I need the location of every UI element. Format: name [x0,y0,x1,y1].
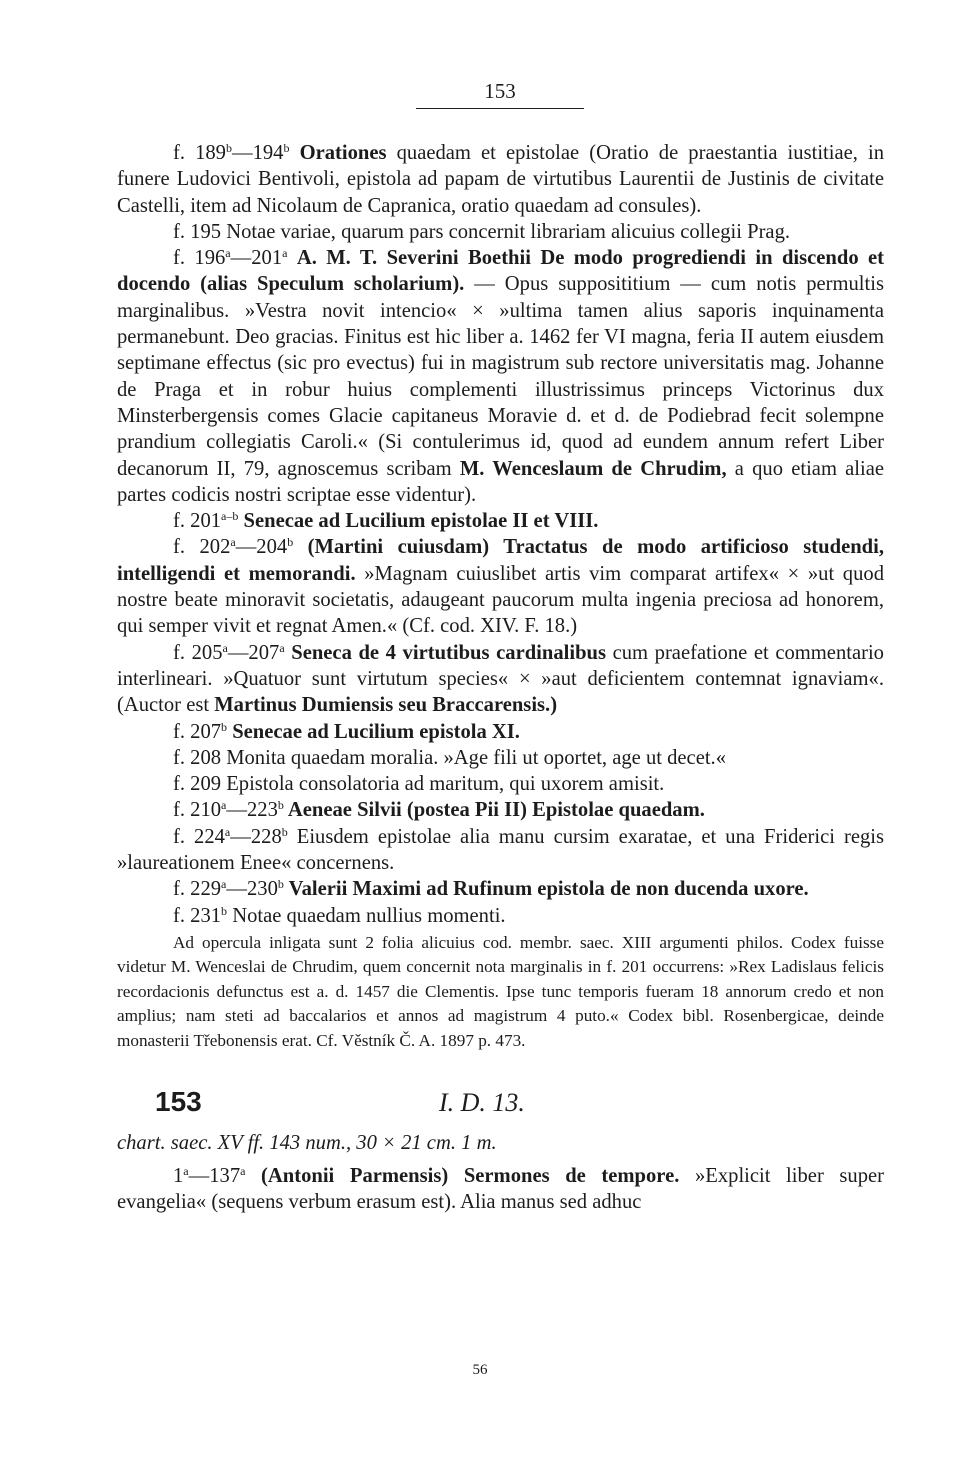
catalog-entry: f. 209 Epistola consolatoria ad maritum, qui uxorem amisit. [173,773,665,796]
catalog-entry: f. 207$^b$ Senecae ad Lucilium epistola XI. [173,719,520,743]
author-name: Martinus Dumiensis seu Braccarensis.) [214,694,558,717]
catalog-entry: f. 224$^a$—228$^b$ Eiusdem epistolae alia manu cursim exaratae, et una Friderici regis »laureationem Enee« concernens. [117,824,884,875]
signature-mark: 56 [472,1362,488,1378]
catalog-entry: f. 205$^a$—207$^a$ Seneca de 4 virtutibus cardinalibus cum praefatione et commentario interlineari. »Quatuor sunt virtutum species« × »aut deficientem contemnat ignaviam«. (Auctor est Martinus Dumiensis seu Braccarensis.) [117,640,884,717]
entry-title: Senecae ad Lucilium epistola XI. [227,720,520,743]
catalog-entry: f. 231$^b$ Notae quaedam nullius momenti. [173,903,506,927]
entry-title: Valerii Maximi ad Rufinum epistola de non ducenda uxore. [283,878,809,901]
entry-title: Aeneae Silvii (postea Pii II) Epistolae quaedam. [283,799,705,822]
entry-title: Senecae ad Lucilium epistolae II et VIII. [238,510,599,533]
catalog-entry: f. 196$^a$—201$^a$ A. M. T. Severini Boethii De modo progrediendi in discendo et docendo (alias Speculum scholarium). — Opus supposititium — cum notis permultis marginalibus. »Vestra novit intencio« × »ultima tamen alius saporis inquinamenta permanebunt. Deo gracias. Finitus est hic liber a. 1462 fer VI magna, feria II autem eiusdem septimane effectus (sic pro evectus) fui in magistrum sub rectore universitatis mag. Johanne de Praga et in robur huius complementi illustrissimus princeps Victorinus dux Minsterbergensis comes Glacie capitaneus Moravie d. et d. de Podiebrad fecit solempne prandium collegiatis Caroli.« (Si contulerimus id, quod ad eundem annum refert Liber decanorum II, 79, agnoscemus scribam M. Wenceslaum de Chrudim, a quo etiam aliae partes codicis nostri scriptae esse videntur). [117,246,885,506]
codex-description: chart. saec. XV ff. 143 num., 30 × 21 cm. 1 m. [117,1131,497,1154]
entry-title: (Antonii Parmensis) Sermones de tempore. [245,1164,680,1187]
catalog-entry: 1$^a$—137$^a$ (Antonii Parmensis) Sermones de tempore. »Explicit liber super evangelia« (sequens verbum erasum est). Alia manus sed adhuc [117,1163,884,1214]
entry-title: Orationes [299,142,387,164]
catalog-entry: f. 195 Notae variae, quarum pars concernit librariam alicuius collegii Prag. [173,220,791,243]
catalog-text [117,140,884,1216]
codex-signature: I. D. 13. [439,1087,525,1117]
codex-number: 153 [155,1085,202,1117]
catalog-entry: f. 201$^{a-b}$ Senecae ad Lucilium epistolae II et VIII. [173,509,599,533]
catalog-entry: f. 202$^a$—204$^b$ (Martini cuiusdam) Tractatus de modo artificioso studendi, intelligendi et memorandi. »Magnam cuiuslibet artis vim comparat artifex« × »ut quod nostre beate minoravit societatis, adaugeant paucorum multa ingenia preciosa ad honorem, qui semper vivit et regnat Amen.« (Cf. cod. XIV. F. 18.) [117,535,884,638]
entry-title: A. M. T. Severini Boethii De modo progrediendi in discendo et docendo (alias Speculum scholarium). [117,247,884,296]
catalog-entry: f. 229$^a$—230$^b$ Valerii Maximi ad Rufinum epistola de non ducenda uxore. [173,877,809,901]
catalog-entry: f. 189$^b$—194$^b$ Orationes quaedam et epistolae (Oratio de praestantia iustitiae, in funere Ludovici Bentivoli, epistola ad papam de virtutibus Laurentii de Justinis de civitate Castelli, item ad Nicolaum de Capranica, oratio quaedam ad consules). [117,141,885,217]
catalog-entry: f. 210$^a$—223$^b$ Aeneae Silvii (postea Pii II) Epistolae quaedam. [173,798,705,822]
catalog-entry: f. 208 Monita quaedam moralia. »Age fili ut oportet, age ut decet.« [173,746,727,769]
scribe-name: M. Wenceslaum de Chrudim, [459,457,727,480]
entry-title: Seneca de 4 virtutibus cardinalibus [284,641,606,664]
codex-notes: Ad opercula inligata sunt 2 folia alicuius cod. membr. saec. XIII argumenti philos. Codex fuisse videtur M. Wenceslai de Chrudim, quem concernit nota marginalis in f. 201 occurrens: »Rex Ladislaus felicis recordacionis defunctus est a. d. 1457 die Clementis. Ipse tunc temporis fueram 18 annorum credo et non amplius; nam steti ad baccalarios et annos ad magistrum 4 puto.« Codex bibl. Rosenbergicae, deinde monasterii Třebonensis erat. Cf. Věstník Č. A. 1897 p. 473. [117,932,884,1050]
codex-heading [117,1083,884,1129]
entry-title: (Martini cuiusdam) Tractatus de modo artificioso studendi, intelligendi et memorandi. [117,536,884,585]
page-number: 153 [416,78,584,109]
